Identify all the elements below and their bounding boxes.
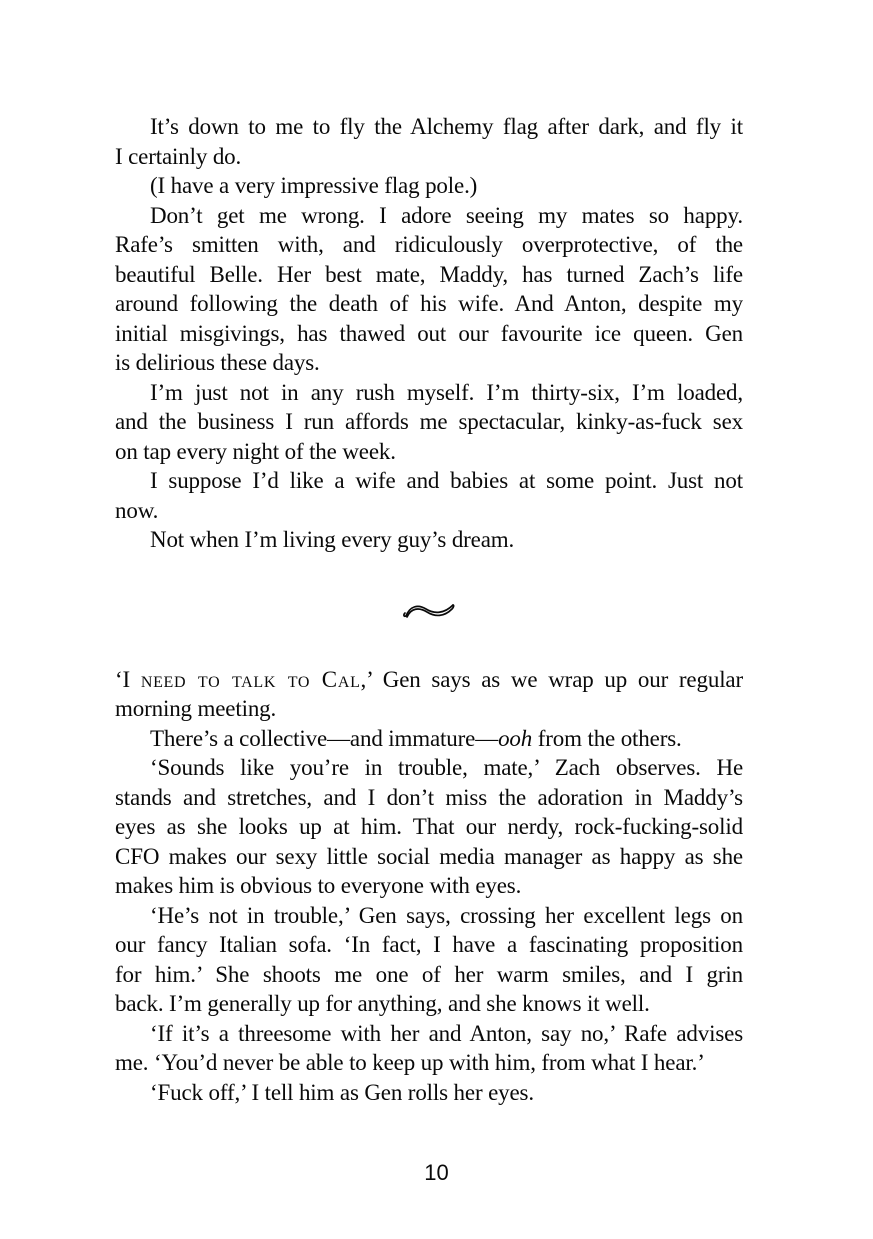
text-line — [115, 496, 743, 526]
text-segment: stands and stretches, and I don’t miss the adoration in Maddy’s — [115, 784, 743, 810]
section-divider — [115, 555, 743, 665]
text-line — [115, 665, 743, 695]
text-segment: on tap every night of the week. — [115, 438, 396, 464]
text-line — [115, 783, 743, 813]
text-segment: beautiful Belle. Her best mate, Maddy, has turned Zach’s life — [115, 261, 743, 287]
text-segment: me. ‘You’d never be able to keep up with him, from what I hear.’ — [115, 1050, 705, 1075]
text-line — [115, 407, 743, 437]
section-before-break — [115, 112, 743, 555]
text-segment: I’m just not in any rush myself. I’m thirty-six, I’m loaded, — [150, 379, 743, 405]
text-segment: ,’ Gen says as we wrap up our regular — [360, 666, 743, 692]
text-line — [115, 724, 743, 754]
text-line — [115, 1048, 743, 1078]
text-segment: from the others. — [532, 725, 682, 751]
text-line — [115, 842, 743, 872]
text-segment: around following the death of his wife. And Anton, despite my — [115, 291, 743, 316]
text-line — [115, 753, 743, 783]
paragraph — [115, 901, 743, 1019]
text-segment: ‘I — [115, 666, 141, 692]
text-line — [115, 930, 743, 960]
text-segment: I certainly do. — [115, 143, 242, 169]
section-after-break — [115, 665, 743, 1108]
italic-text: ooh — [498, 725, 533, 751]
text-segment: ‘If it’s a threesome with her and Anton, say no,’ Rafe advises — [150, 1020, 743, 1046]
text-segment: I suppose I’d like a wife and babies at some point. Just not — [150, 468, 743, 493]
text-segment: back. I’m generally up for anything, and she knows it well. — [115, 991, 650, 1016]
text-segment: and the business I run affords me spectacular, kinky-as-fuck sex — [115, 409, 743, 434]
smallcaps-text: need to talk to Cal — [140, 666, 361, 692]
text-line — [115, 871, 743, 901]
text-segment: eyes as she looks up at him. That our nerdy, rock-fucking-solid — [115, 814, 743, 839]
text-line — [115, 694, 743, 724]
paragraph — [115, 1078, 743, 1108]
page-number: 10 — [424, 1160, 449, 1185]
text-segment: for him.’ She shoots me one of her warm smiles, and I grin — [115, 961, 743, 987]
text-line — [115, 142, 743, 172]
text-segment: ‘Fuck off,’ I tell him as Gen rolls her eyes. — [150, 1079, 534, 1105]
text-segment: morning meeting. — [115, 696, 277, 721]
swash-tilde-icon — [402, 601, 456, 619]
text-segment: is delirious these days. — [115, 350, 320, 375]
text-segment: initial misgivings, has thawed out our favourite ice queen. Gen — [115, 320, 743, 346]
text-line — [115, 1019, 743, 1049]
text-line — [115, 812, 743, 842]
text-line — [115, 466, 743, 496]
paragraph — [115, 112, 743, 171]
paragraph — [115, 201, 743, 378]
text-line — [115, 378, 743, 408]
paragraph — [115, 525, 743, 555]
text-line — [115, 171, 743, 201]
text-segment: Don’t get me wrong. I adore seeing my mates so happy. — [150, 202, 743, 228]
text-line — [115, 201, 743, 231]
text-segment: ‘He’s not in trouble,’ Gen says, crossing her excellent legs on — [150, 902, 743, 928]
text-line — [115, 989, 743, 1019]
text-segment: (I have a very impressive flag pole.) — [150, 173, 478, 198]
text-line — [115, 319, 743, 349]
text-line — [115, 901, 743, 931]
paragraph — [115, 724, 743, 754]
text-line — [115, 260, 743, 290]
text-segment: CFO makes our sexy little social media manager as happy as she — [115, 843, 743, 869]
text-segment: ‘Sounds like you’re in trouble, mate,’ Zach observes. He — [150, 755, 743, 780]
text-line — [115, 437, 743, 467]
text-line — [115, 112, 743, 142]
page-text-block — [115, 112, 743, 1107]
text-segment: makes him is obvious to everyone with eyes. — [115, 873, 522, 898]
text-line — [115, 960, 743, 990]
text-line — [115, 348, 743, 378]
paragraph — [115, 171, 743, 201]
paragraph — [115, 378, 743, 467]
text-segment: now. — [115, 497, 159, 523]
paragraph — [115, 1019, 743, 1078]
text-line — [115, 525, 743, 555]
text-segment: Rafe’s smitten with, and ridiculously overprotective, of the — [115, 232, 743, 257]
text-segment: There’s a collective—and immature— — [150, 725, 499, 751]
text-line — [115, 1078, 743, 1108]
text-line — [115, 230, 743, 260]
text-line — [115, 289, 743, 319]
paragraph — [115, 466, 743, 525]
text-segment: Not when I’m living every guy’s dream. — [150, 527, 515, 552]
text-segment: our fancy Italian sofa. ‘In fact, I have a fascinating proposition — [115, 932, 743, 957]
paragraph — [115, 665, 743, 724]
text-segment: It’s down to me to fly the Alchemy flag after dark, and fly it — [150, 114, 743, 139]
paragraph — [115, 753, 743, 901]
